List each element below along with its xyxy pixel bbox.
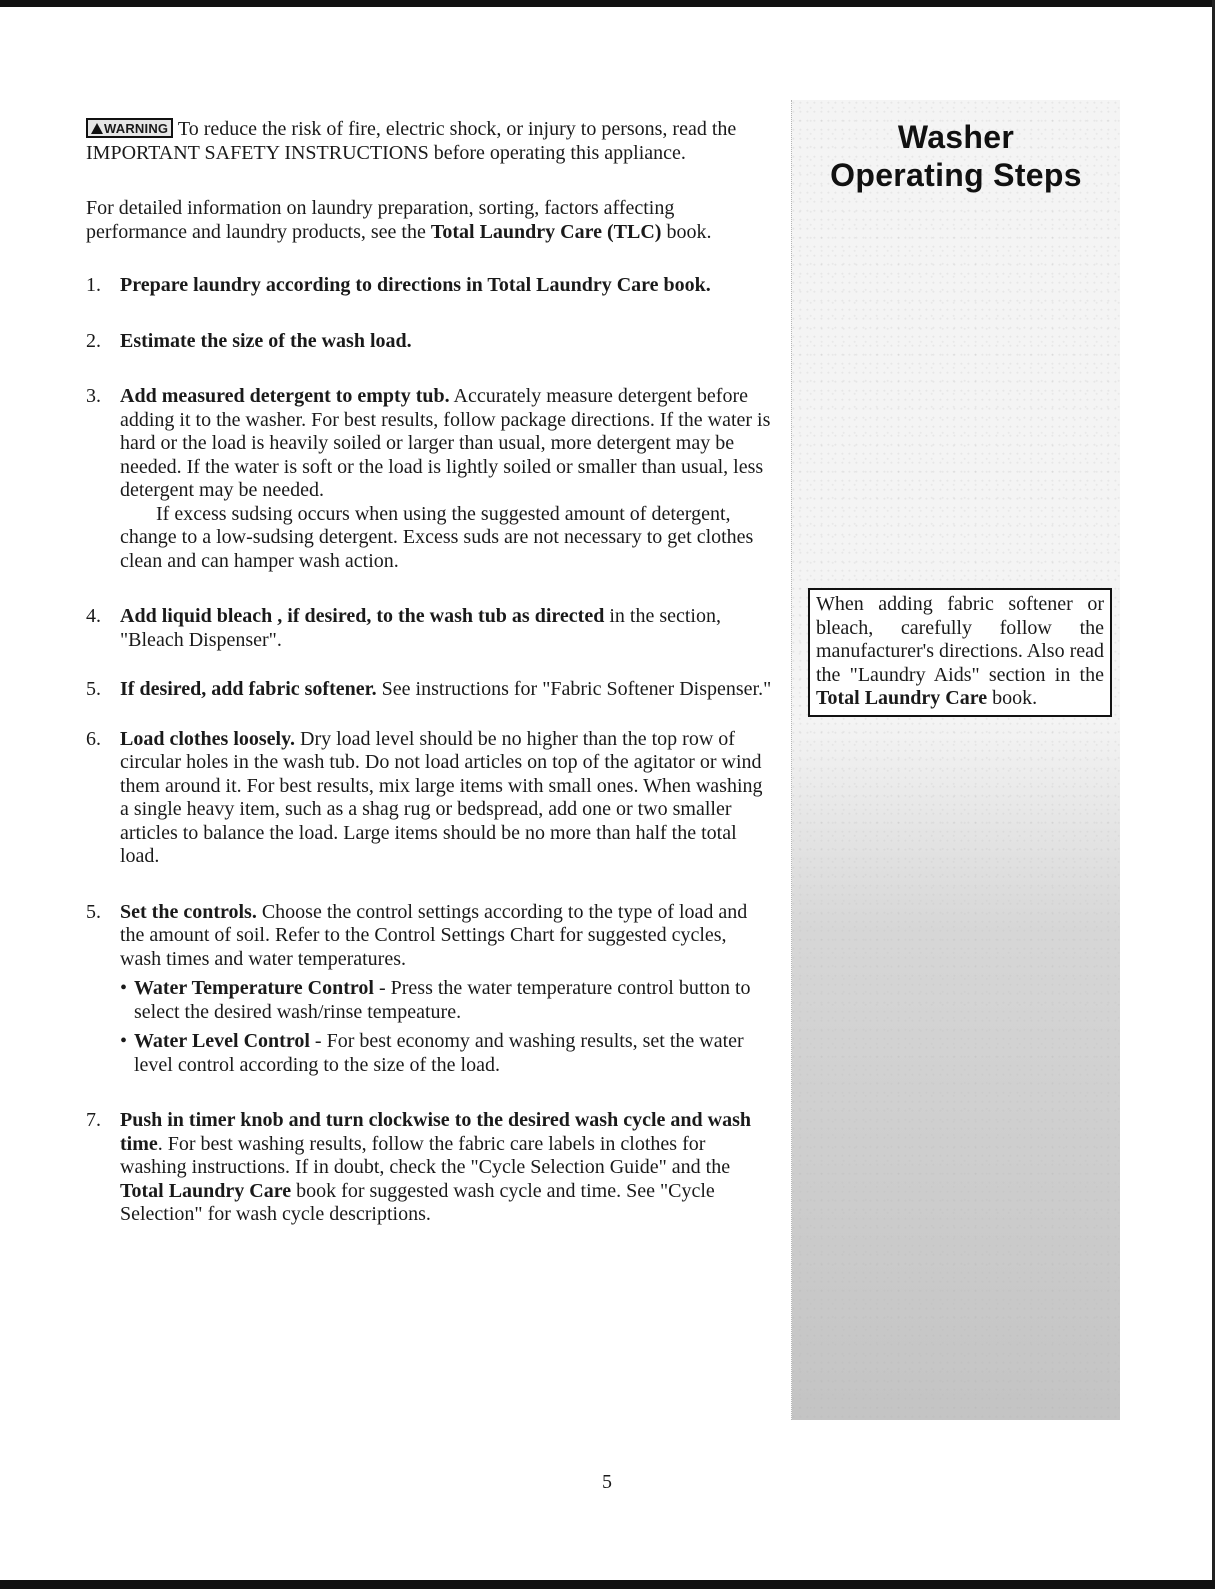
step-number: 7. [86,1109,101,1131]
step-heading: Add measured detergent to empty tub. [120,385,450,407]
step-number: 2. [86,329,101,352]
sub-item-water-temperature [120,977,772,1024]
sidebar-title-line1: Washer [897,119,1015,155]
main-content [86,118,772,1227]
step-heading: If desired, add fabric softener. [120,678,377,700]
sub-text: - For best economy and washing results, set the water level control according to the size of the load. [134,1030,744,1076]
step-5-softener [86,678,772,702]
intro-text: For detailed information on laundry preparation, sorting, factors affecting performance and laundry products, see the [86,197,675,243]
step-3 [86,385,772,573]
step-heading: Add liquid bleach , if desired, to the wash tub as directed [120,605,605,627]
step-4 [86,605,772,652]
step-text: See instructions for "Fabric Softener Dispenser." [376,678,772,700]
intro-bold: Total Laundry Care (TLC) [430,220,662,243]
scan-bottom-border [0,1580,1215,1589]
sidebar-title-line2: Operating Steps [830,157,1082,193]
step-text-continued: If excess sudsing occurs when using the suggested amount of detergent, change to a low-sudsing detergent. Excess suds are not necessary to get clothes clean and can hamper wash action. [120,502,754,572]
scan-top-border [0,0,1215,7]
step-heading: Push in timer knob and turn clockwise to the desired wash cycle and wash time [120,1109,751,1155]
bullet-icon: • [120,1030,128,1052]
step-text: Dry load level should be no higher than the top row of circular holes in the wash tub. Do not load articles on top of the agitator or wind them around it. For best results, mix large items with small ones. When washing a single heavy item, such as a shag rug or bedspread, add one or two smaller articles to balance the load. Large items should be no more than half the total load. [120,727,763,867]
sidebar-shading [792,720,1120,1420]
intro-paragraph [86,197,772,244]
step-heading: Estimate the size of the wash load. [120,329,412,352]
sidebar-title [792,118,1120,194]
step-text: . For best washing results, follow the fabric care labels in clothes for washing instructions. If in doubt, check the "Cycle Selection Guide" and the [120,1132,731,1178]
step-text-tail: book for suggested wash cycle and time. See "Cycle Selection" for wash cycle descriptions. [120,1179,715,1225]
bullet-icon: • [120,977,128,999]
step-5-controls [86,901,772,1078]
note-box [808,588,1112,717]
sidebar-panel [791,100,1120,1420]
sub-text: - Press the water temperature control button to select the desired wash/rinse tempeature. [134,977,751,1023]
sub-heading: Water Temperature Control [134,977,374,999]
step-1 [86,274,772,298]
step-6 [86,728,772,869]
step-heading: Load clothes loosely. [120,727,296,750]
step-text: Choose the control settings according to the type of load and the amount of soil. Refer to the Control Settings Chart for suggested cycles, wash times and water temperatures. [120,900,748,970]
step-heading: Set the controls. [120,900,257,923]
note-tail: book. [987,687,1038,709]
step-number: 4. [86,605,101,627]
warning-paragraph [86,118,772,165]
step-number: 5. [86,900,101,923]
step-text: Accurately measure detergent before adding it to the washer. For best results, follow package directions. If the water is hard or the load is heavily soiled or larger than usual, more detergent may be needed. If the water is soft or the load is lightly soiled or smaller than usual, less detergent may be needed. [120,385,771,501]
warning-badge-label: WARNING [104,121,169,136]
sub-heading: Water Level Control [134,1030,310,1052]
sub-item-water-level [120,1030,772,1077]
warning-badge [86,118,173,138]
step-number: 6. [86,727,101,750]
note-text: When adding fabric softener or bleach, carefully follow the manufacturer's directions. Also read the "Laundry Aids" section in the [816,593,1104,686]
step-number: 3. [86,385,101,407]
warning-text: To reduce the risk of fire, electric shock, or injury to persons, read the IMPORTANT SAFETY INSTRUCTIONS before operating this appliance. [86,118,737,164]
intro-tail: book. [661,220,712,243]
step-text: in the section, "Bleach Dispenser". [120,605,721,651]
step-number: 5. [86,678,101,700]
warning-triangle-icon [91,123,103,134]
step-2 [86,330,772,354]
note-bold: Total Laundry Care [816,687,988,709]
step-bold-inline: Total Laundry Care [120,1179,292,1202]
step-7 [86,1109,772,1227]
page-number: 5 [602,1471,612,1493]
step-heading: Prepare laundry according to directions in Total Laundry Care book. [120,274,711,296]
step-number: 1. [86,274,101,296]
